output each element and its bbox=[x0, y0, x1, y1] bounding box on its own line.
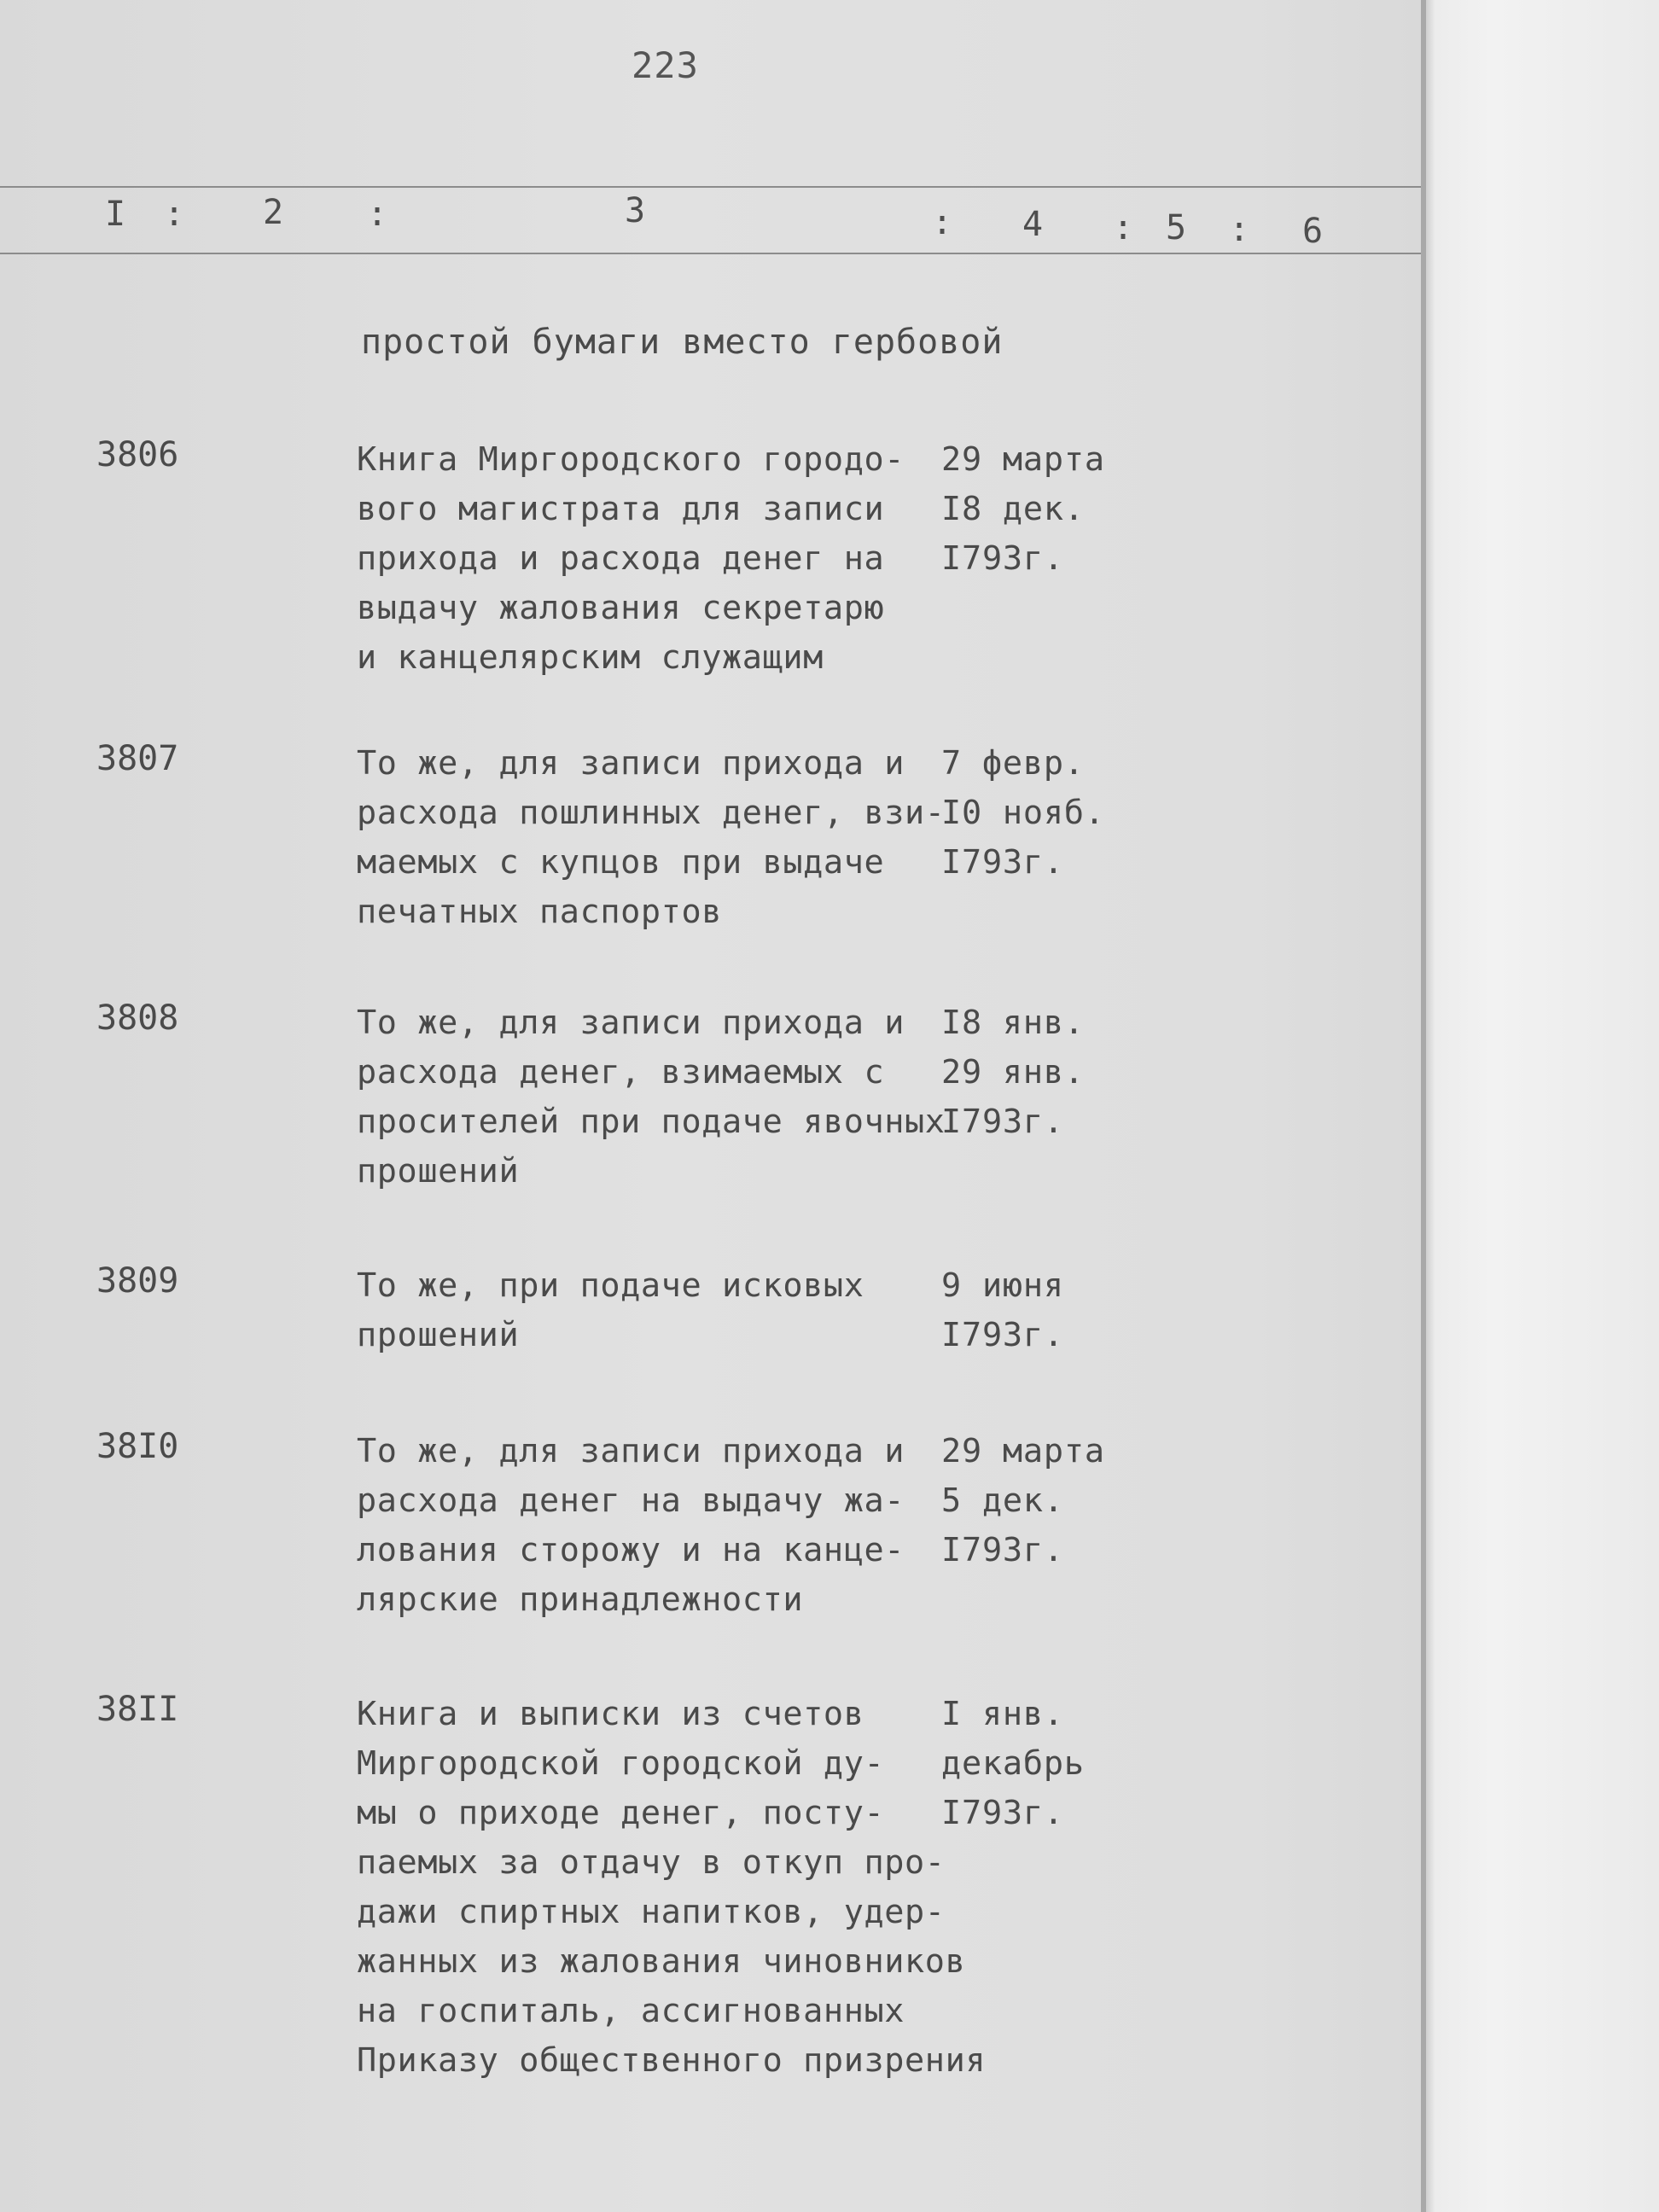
entry-dates bbox=[941, 1261, 1146, 1360]
entry-description bbox=[357, 998, 954, 1196]
date-line: I793г. bbox=[941, 1103, 1064, 1141]
description-line: То же, при подаче исковых bbox=[357, 1266, 864, 1305]
entry-dates bbox=[941, 1427, 1146, 1575]
entry-dates bbox=[941, 739, 1146, 888]
date-line: I янв. bbox=[941, 1695, 1064, 1733]
date-line: 29 янв. bbox=[941, 1053, 1085, 1091]
description-line: прихода и расхода денег на bbox=[357, 539, 885, 578]
description-line: расхода денег на выдачу жа- bbox=[357, 1481, 905, 1520]
column-header-6: 6 bbox=[1302, 212, 1324, 251]
description-line: То же, для записи прихода и bbox=[357, 1432, 905, 1470]
description-line: вого магистрата для записи bbox=[357, 490, 885, 528]
date-line: 7 февр. bbox=[941, 744, 1085, 783]
entry-number: 3807 bbox=[96, 739, 179, 778]
entry-number: 3809 bbox=[96, 1261, 179, 1301]
entry-description bbox=[357, 1690, 987, 2086]
description-line: печатных паспортов bbox=[357, 893, 723, 931]
date-line: I793г. bbox=[941, 1794, 1064, 1832]
entry-dates bbox=[941, 998, 1146, 1147]
date-line: 5 дек. bbox=[941, 1481, 1064, 1520]
date-line: I793г. bbox=[941, 1316, 1064, 1354]
column-header-2: 2 bbox=[263, 193, 284, 232]
header-top-rule bbox=[0, 186, 1421, 188]
description-line: прошений bbox=[357, 1152, 520, 1190]
header-bottom-rule bbox=[0, 253, 1421, 254]
column-separator: : bbox=[1229, 210, 1250, 249]
date-line: I8 янв. bbox=[941, 1004, 1085, 1042]
description-line: лования сторожу и на канце- bbox=[357, 1531, 905, 1569]
description-line: расхода пошлинных денег, взи- bbox=[357, 794, 946, 832]
entry-number: 38I0 bbox=[96, 1427, 179, 1466]
entry-number: 3808 bbox=[96, 998, 179, 1038]
description-line: маемых с купцов при выдаче bbox=[357, 843, 885, 882]
date-line: 29 марта bbox=[941, 1432, 1105, 1470]
page-number: 223 bbox=[632, 44, 699, 86]
date-line: 29 марта bbox=[941, 440, 1105, 479]
underlying-page-edge bbox=[1421, 0, 1659, 2212]
date-line: декабрь bbox=[941, 1744, 1085, 1783]
column-header-1: I bbox=[105, 195, 126, 234]
description-line: прошений bbox=[357, 1316, 520, 1354]
column-header-3: 3 bbox=[625, 191, 646, 230]
entry-dates bbox=[941, 435, 1146, 584]
entry-description bbox=[357, 1427, 954, 1625]
entry-description bbox=[357, 1261, 954, 1360]
entry-number: 38II bbox=[96, 1690, 179, 1729]
date-line: I8 дек. bbox=[941, 490, 1085, 528]
column-separator: : bbox=[932, 203, 953, 242]
description-line: жанных из жалования чиновников bbox=[357, 1942, 966, 1981]
description-line: Миргородской городской ду- bbox=[357, 1744, 885, 1783]
description-line: То же, для записи прихода и bbox=[357, 744, 905, 783]
entry-description bbox=[357, 739, 954, 937]
column-header-4: 4 bbox=[1022, 205, 1044, 244]
description-line: Приказу общественного призрения bbox=[357, 2041, 987, 2080]
date-line: 9 июня bbox=[941, 1266, 1064, 1305]
column-separator: : bbox=[1113, 208, 1134, 247]
entry-description bbox=[357, 435, 954, 683]
description-line: паемых за отдачу в откуп про- bbox=[357, 1843, 946, 1882]
description-line: просителей при подаче явочных bbox=[357, 1103, 946, 1141]
description-line: выдачу жалования секретарю bbox=[357, 589, 885, 627]
description-line: мы о приходе денег, посту- bbox=[357, 1794, 885, 1832]
description-line: Книга и выписки из счетов bbox=[357, 1695, 864, 1733]
date-line: I793г. bbox=[941, 843, 1064, 882]
continued-description: простой бумаги вместо гербовой bbox=[361, 323, 1004, 362]
entry-number: 3806 bbox=[96, 435, 179, 474]
date-line: I793г. bbox=[941, 1531, 1064, 1569]
column-separator: : bbox=[367, 195, 388, 234]
entry-dates bbox=[941, 1690, 1146, 1838]
description-line: дажи спиртных напитков, удер- bbox=[357, 1893, 946, 1931]
date-line: I793г. bbox=[941, 539, 1064, 578]
column-separator: : bbox=[164, 195, 185, 234]
description-line: То же, для записи прихода и bbox=[357, 1004, 905, 1042]
column-header-5: 5 bbox=[1166, 208, 1187, 247]
description-line: расхода денег, взимаемых с bbox=[357, 1053, 885, 1091]
description-line: на госпиталь, ассигнованных bbox=[357, 1992, 905, 2030]
description-line: и канцелярским служащим bbox=[357, 638, 824, 677]
description-line: Книга Миргородского городо- bbox=[357, 440, 905, 479]
description-line: лярские принадлежности bbox=[357, 1580, 804, 1619]
date-line: I0 нояб. bbox=[941, 794, 1105, 832]
